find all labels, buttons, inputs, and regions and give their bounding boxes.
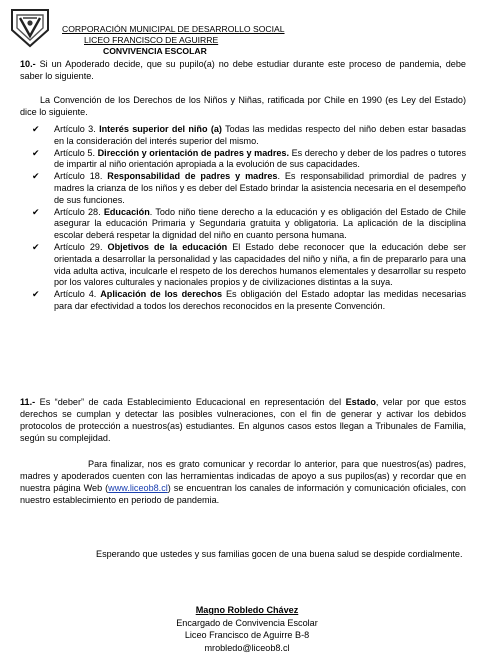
article-title: Interés superior del niño (a)	[99, 124, 222, 134]
article-title: Objetivos de la educación	[107, 241, 228, 252]
signatory-name: Magno Robledo Chávez	[195, 605, 299, 615]
article-text: Es derecho y deber de los padres o tutores de impartir al niño orientación apropiada a la evolución de sus capacidades.	[54, 147, 466, 170]
paragraph-11-number: 11.-	[20, 397, 36, 407]
closing-paragraph	[20, 458, 466, 506]
school-name: LICEO FRANCISCO DE AGUIRRE	[84, 35, 219, 45]
article-title: Aplicación de los derechos	[100, 289, 223, 300]
closing-text-a: Para finalizar, nos es grato comunicar y recordar lo anterior, para que nuestros(as) padres, madres y apoderados cuenten con las herramientas indicadas de apoyo a sus pupilos(as) y recordar que en nuestra página Web (	[20, 459, 466, 494]
checkmark-icon: ✔	[32, 206, 40, 217]
article-item	[24, 289, 466, 313]
article-label: Artículo 5.	[54, 147, 96, 158]
articles-list	[24, 124, 466, 313]
article-title: Responsabilidad de padres y madres	[107, 171, 278, 182]
paragraph-10-text: Si un Apoderado decide, que su pupilo(a) no debe estudiar durante este proceso de pandemia, debe saber lo siguiente.	[20, 59, 466, 82]
paragraph-11-text-b: , velar por que estos derechos se cumplan y detectar las posibles vulneraciones, con el fin de generar y activar los debidos protocolos de protección a nuestros(as) estudiantes. En algunos casos estos llegan a Tribunales de Familia, según su complejidad.	[20, 397, 466, 444]
signatory-email: mrobledo@liceob8.cl	[204, 642, 290, 653]
article-item	[24, 124, 466, 148]
checkmark-icon: ✔	[32, 124, 40, 134]
article-label: Artículo 3.	[54, 124, 96, 134]
school-crest-logo	[8, 6, 52, 50]
checkmark-icon: ✔	[32, 147, 40, 158]
article-item	[24, 171, 466, 206]
article-label: Artículo 28.	[54, 206, 101, 217]
checkmark-icon: ✔	[32, 289, 40, 300]
checkmark-icon: ✔	[32, 241, 40, 252]
article-item	[24, 148, 466, 172]
article-text: El Estado debe reconocer que la educación debe ser orientada a desarrollar la personalidad y las capacidades del niño y niña, a fin de prepararlo para una vida adulta activa, inculcarle el respeto de los derechos humanos elementales y desarrollar su respeto por los valores culturales y nacionales propios y de civilizaciones distintas a la suya.	[54, 241, 467, 288]
paragraph-11	[20, 396, 466, 444]
paragraph-10	[20, 58, 466, 82]
unit-name: CONVIVENCIA ESCOLAR	[103, 46, 207, 56]
article-label: Artículo 18.	[54, 171, 103, 182]
checkmark-icon: ✔	[32, 171, 40, 182]
article-item	[24, 207, 466, 242]
org-name: CORPORACIÓN MUNICIPAL DE DESARROLLO SOCIAL	[62, 24, 285, 34]
article-title: Educación	[103, 206, 150, 217]
signatory-role: Encargado de Convivencia Escolar	[176, 617, 318, 628]
article-text: . Todo niño tiene derecho a la educación y es obligación del Estado de Chile asegurar la educación Primaria y Segundaria gratuita y obligatoria. La aplicación de la disciplina escolar deberá respetar la dignidad del niño en cuanto persona humana.	[54, 206, 466, 241]
convention-intro: La Convención de los Derechos de los Niños y Niñas, ratificada por Chile en 1990 (es Ley del Estado) dice lo siguiente.	[20, 95, 466, 118]
article-title: Dirección y orientación de padres y madres.	[97, 147, 290, 158]
article-label: Artículo 4.	[54, 289, 97, 300]
farewell-text: Esperando que ustedes y sus familias gocen de una buena salud se despide cordialmente.	[96, 549, 463, 559]
article-text: . Es responsabilidad primordial de padres y madres la crianza de los niños y es deber del Estado brindar la asistencia necesaria en el desempeño de sus funciones.	[54, 171, 467, 205]
article-text: Todas las medidas respecto del niño deben estar basadas en la consideración del interés superior del mismo.	[54, 124, 466, 146]
signatory-school: Liceo Francisco de Aguirre B-8	[184, 630, 310, 641]
website-link[interactable]: www.liceob8.cl	[108, 483, 168, 494]
article-label: Artículo 29.	[54, 241, 103, 252]
signature-block	[120, 604, 374, 654]
article-text: Es obligación del Estado adoptar las medidas necesarias para dar efectividad a todos los derechos reconocidos en la presente Convención.	[54, 289, 466, 311]
article-item	[24, 242, 466, 289]
paragraph-10-number: 10.-	[20, 59, 36, 69]
closing-text-b: ) se encuentran los canales de información y comunicación oficiales, con nuestro establecimiento en periodo de pandemia.	[20, 483, 466, 506]
paragraph-11-text-a: Es “deber” de cada Establecimiento Educacional en representación del	[39, 397, 342, 407]
paragraph-11-bold: Estado	[345, 397, 376, 407]
